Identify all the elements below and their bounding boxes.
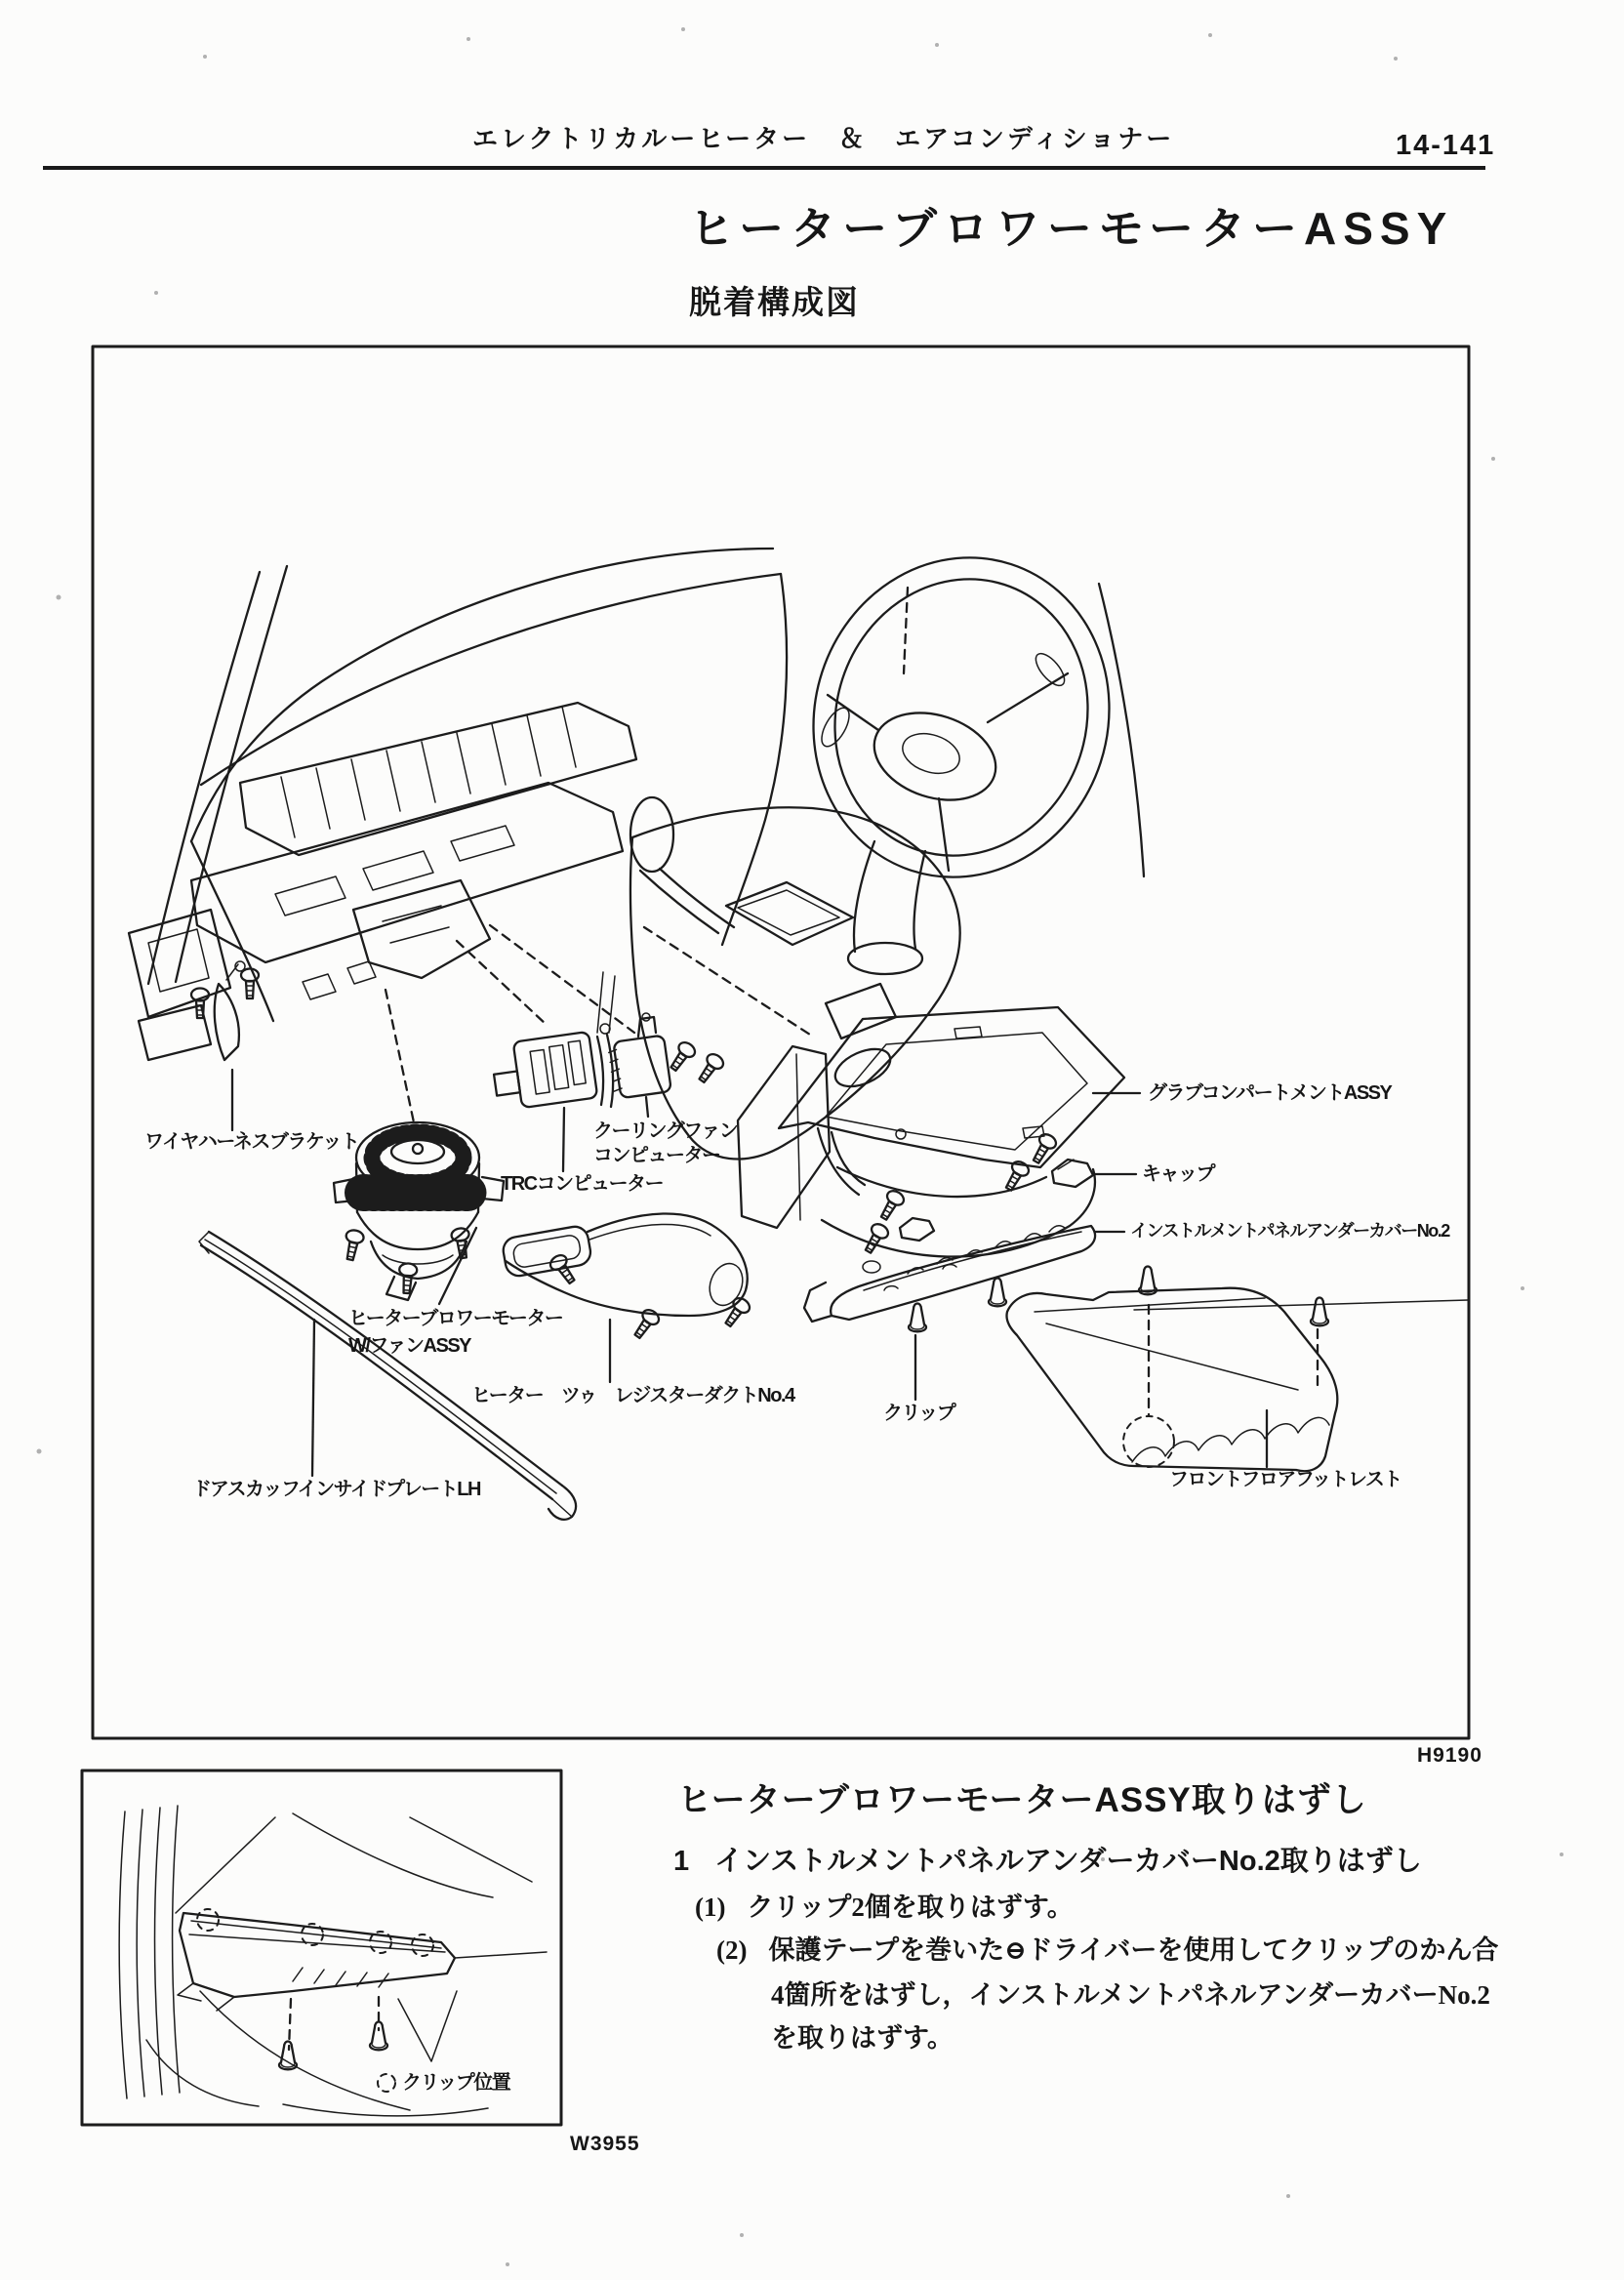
label-front-floor-footrest: フロントフロアフットレスト <box>1169 1469 1401 1490</box>
wire-harness-bracket-drawing <box>215 961 245 1060</box>
page-subtitle: 脱着構成図 <box>689 284 860 320</box>
procedure-step-1 <box>673 1847 1422 1877</box>
step-number: 1 <box>673 1846 690 1877</box>
main-figure-frame <box>93 346 1469 1738</box>
dashboard-drawing <box>148 549 1144 1021</box>
substep-2-line-1 <box>716 1936 1498 1965</box>
step-title: インストルメントパネルアンダーカバーNo.2取りはずし <box>714 1846 1422 1877</box>
substep-2-text: 保護テープを巻いた⊖ドライバーを使用してクリップのかん合 <box>768 1935 1499 1965</box>
label-instrument-panel-under-cover: インストルメントパネルアンダーカバーNo.2 <box>1130 1221 1449 1241</box>
label-heater-blower-motor-line2: W/ファンASSY <box>348 1335 470 1357</box>
scuff-plate-drawing <box>199 1232 576 1520</box>
under-cover-drawing <box>804 1226 1095 1322</box>
computers-drawing <box>490 1013 671 1111</box>
substep-1-text: クリップ2個を取りはずす。 <box>747 1893 1074 1922</box>
blower-motor-drawing <box>334 1122 504 1300</box>
label-wire-harness-bracket: ワイヤハーネスブラケット <box>144 1131 359 1153</box>
label-door-scuff-inside-plate: ドアスカッフインサイドプレートLH <box>192 1479 480 1500</box>
dashed-projection-lines <box>386 588 1318 1415</box>
cap-drawing <box>900 1160 1093 1241</box>
substep-2-number: (2) <box>716 1935 748 1965</box>
substep-2-line-3: を取りはずす。 <box>771 2023 954 2053</box>
header-section-title: エレクトリカルーヒーター ＆ エアコンディショナー <box>472 124 1175 153</box>
duct-drawing <box>502 1213 749 1316</box>
substep-2-line-2: 4箇所をはずし，インストルメントパネルアンダーカバーNo.2 <box>771 1980 1490 2010</box>
label-glove-compartment: グラブコンパートメントASSY <box>1148 1082 1392 1104</box>
glove-compartment-drawing <box>738 1007 1124 1228</box>
procedure-heading: ヒーターブロワーモーターASSY取りはずし <box>677 1781 1367 1819</box>
main-figure-code: H9190 <box>1417 1744 1482 1767</box>
inset-drawing <box>119 1806 547 2116</box>
header-rule <box>43 166 1485 170</box>
inset-figure-code: W3955 <box>570 2133 640 2155</box>
footrest-drawing <box>1006 1288 1468 1472</box>
label-cap: キャップ <box>1142 1163 1214 1185</box>
leader-lines <box>232 1070 1267 1476</box>
label-heater-to-register-duct: ヒーター ツゥ レジスターダクトNo.4 <box>471 1385 794 1406</box>
clip-position-icon <box>378 2074 395 2092</box>
page-title: ヒーターブロワーモーターASSY <box>689 203 1454 254</box>
substep-1 <box>695 1893 1074 1922</box>
dash-internals-drawing <box>129 703 636 1060</box>
console-drawing <box>630 797 1095 1257</box>
label-heater-blower-motor-line1: ヒーターブロワーモーター <box>348 1308 563 1329</box>
steering-wheel-drawing <box>772 519 1150 974</box>
label-cooling-fan-computer-line1: クーリングファン <box>593 1120 738 1142</box>
label-clip-position: クリップ位置 <box>402 2072 510 2094</box>
label-trc-computer: TRCコンピューター <box>501 1173 664 1195</box>
label-clip: クリップ <box>883 1403 955 1424</box>
substep-1-number: (1) <box>695 1893 726 1922</box>
label-cooling-fan-computer-line2: コンピューター <box>593 1145 720 1166</box>
clips <box>909 1267 1328 1332</box>
page-number: 14-141 <box>1396 130 1496 161</box>
